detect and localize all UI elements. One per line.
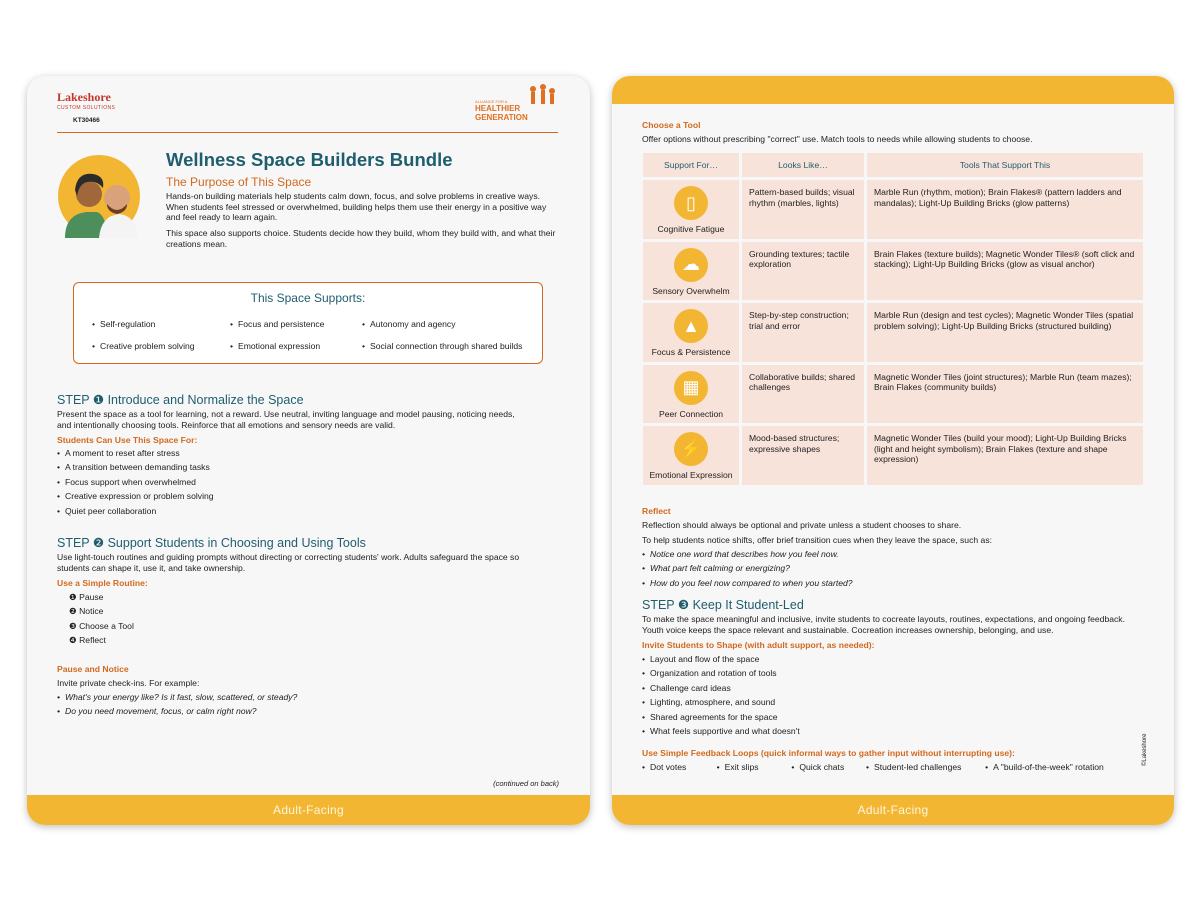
support-item: • Social connection through shared builds bbox=[362, 335, 538, 357]
looks-cell: Pattern-based builds; visual rhythm (marbles, lights) bbox=[742, 180, 864, 239]
supports-col-1 bbox=[92, 313, 212, 357]
table-header: Tools That Support This bbox=[867, 153, 1143, 177]
cloud-icon: ☁ bbox=[674, 248, 708, 282]
mountain-icon: ▲ bbox=[674, 309, 708, 343]
puzzle-icon: ▦ bbox=[674, 371, 708, 405]
choose-text: Offer options without prescribing "correct" use. Match tools to needs while allowing students to choose. bbox=[642, 134, 1033, 144]
support-item: • Emotional expression bbox=[230, 335, 360, 357]
choose-title: Choose a Tool bbox=[642, 120, 701, 130]
tools-cell: Magnetic Wonder Tiles (joint structures); Marble Run (team mazes); Brain Flakes (community builds) bbox=[867, 365, 1143, 424]
support-item: • Autonomy and agency bbox=[362, 313, 538, 335]
list-item: • How do you feel now compared to when you started? bbox=[642, 576, 1042, 590]
step3-title: STEP ❸ Keep It Student-Led bbox=[642, 598, 804, 612]
pause-list bbox=[57, 690, 457, 719]
list-item: • Quiet peer collaboration bbox=[57, 504, 357, 518]
table-header: Looks Like… bbox=[742, 153, 864, 177]
feedback-title: Use Simple Feedback Loops (quick informal ways to gather input without interrupting use): bbox=[642, 748, 1015, 758]
list-item: • A transition between demanding tasks bbox=[57, 460, 357, 474]
battery-icon: ▯ bbox=[674, 186, 708, 220]
routine-title: Use a Simple Routine: bbox=[57, 578, 148, 588]
feedback-list bbox=[642, 760, 1132, 774]
brand-name: Lakeshore bbox=[57, 90, 111, 104]
support-cell bbox=[643, 242, 739, 301]
healthier-generation-logo bbox=[475, 84, 559, 124]
header-divider bbox=[57, 132, 558, 133]
supports-col-3 bbox=[362, 313, 538, 357]
routine-step: ❶ Pause bbox=[69, 592, 104, 602]
table-row bbox=[643, 303, 1143, 362]
feedback-item: • Exit slips bbox=[717, 760, 792, 774]
list-item: • Creative expression or problem solving bbox=[57, 489, 357, 503]
step2-text: Use light-touch routines and guiding prompts without directing or correcting students' work. Adults safeguard the space so students can shape it, use it, and take ownership. bbox=[57, 552, 520, 573]
tools-cell: Marble Run (rhythm, motion); Brain Flakes® (pattern ladders and mandalas); Light-Up Building Bricks (glow patterns) bbox=[867, 180, 1143, 239]
list-item: • Lighting, atmosphere, and sound bbox=[642, 695, 1042, 709]
list-item: • What's your energy like? Is it fast, slow, scattered, or steady? bbox=[57, 690, 457, 704]
pause-title: Pause and Notice bbox=[57, 664, 129, 674]
step2-title: STEP ❷ Support Students in Choosing and Using Tools bbox=[57, 536, 366, 550]
looks-cell: Collaborative builds; shared challenges bbox=[742, 365, 864, 424]
partner-line2: GENERATION bbox=[475, 113, 528, 122]
copyright-label: ©Lakeshore bbox=[1142, 733, 1148, 766]
supports-title: This Space Supports: bbox=[250, 291, 366, 305]
pause-text: Invite private check-ins. For example: bbox=[57, 678, 200, 688]
feedback-item: • Dot votes bbox=[642, 760, 717, 774]
routine-step: ❸ Choose a Tool bbox=[69, 620, 134, 631]
brand-sub: CUSTOM SOLUTIONS bbox=[57, 105, 116, 111]
reflect-title: Reflect bbox=[642, 506, 671, 516]
invite-list bbox=[642, 652, 1042, 738]
list-item: • Do you need movement, focus, or calm right now? bbox=[57, 704, 457, 718]
list-item: • Notice one word that describes how you feel now. bbox=[642, 547, 1042, 561]
list-item: • A moment to reset after stress bbox=[57, 446, 357, 460]
page-title: Wellness Space Builders Bundle bbox=[166, 149, 453, 170]
list-item: • Focus support when overwhelmed bbox=[57, 475, 357, 489]
tools-cell: Magnetic Wonder Tiles (build your mood); Light-Up Building Bricks (light and height symbolism); Brain Flakes (texture and shape expression) bbox=[867, 426, 1143, 485]
support-label: Emotional Expression bbox=[649, 470, 733, 480]
continued-note: (continued on back) bbox=[493, 779, 559, 788]
routine-list bbox=[69, 590, 134, 648]
list-item: • Layout and flow of the space bbox=[642, 652, 1042, 666]
lakeshore-logo bbox=[57, 90, 115, 124]
looks-cell: Mood-based structures; expressive shapes bbox=[742, 426, 864, 485]
tools-cell: Marble Run (design and test cycles); Magnetic Wonder Tiles (spatial problem solving); Light-Up Building Bricks (structured building) bbox=[867, 303, 1143, 362]
avatar-illustration-icon bbox=[57, 154, 141, 238]
tools-table bbox=[640, 150, 1146, 488]
feedback-item: • A "build-of-the-week" rotation bbox=[985, 760, 1132, 774]
supports-box bbox=[73, 282, 543, 364]
table-row bbox=[643, 365, 1143, 424]
intro-paragraph-1: Hands-on building materials help students calm down, focus, and solve problems in creative ways. When students feel stressed or overwhelmed, building helps them use their energy in a positive way and feel ready to learn again. bbox=[166, 191, 547, 222]
support-cell bbox=[643, 303, 739, 362]
support-cell bbox=[643, 180, 739, 239]
front-page bbox=[27, 76, 590, 825]
top-bar bbox=[612, 76, 1174, 104]
table-row bbox=[643, 180, 1143, 239]
table-header: Support For… bbox=[643, 153, 739, 177]
routine-step: ❷ Notice bbox=[69, 606, 104, 617]
looks-cell: Grounding textures; tactile exploration bbox=[742, 242, 864, 301]
supports-col-2 bbox=[230, 313, 360, 357]
invite-title: Invite Students to Shape (with adult support, as needed): bbox=[642, 640, 875, 650]
reflect-text-1: Reflection should always be optional and private unless a student chooses to share. bbox=[642, 520, 962, 530]
page-subtitle: The Purpose of This Space bbox=[166, 175, 312, 189]
table-row bbox=[643, 426, 1143, 485]
list-item: • What feels supportive and what doesn't bbox=[642, 724, 1042, 738]
step1-text: Present the space as a tool for learning, not a reward. Use neutral, inviting language and model pausing, noticing needs, and intentionally choosing tools. Reinforce that all emotions and sensory needs are valid. bbox=[57, 409, 515, 430]
partner-line1: HEALTHIER bbox=[475, 104, 521, 113]
support-item: • Focus and persistence bbox=[230, 313, 360, 335]
support-cell bbox=[643, 426, 739, 485]
support-label: Peer Connection bbox=[658, 408, 724, 419]
reflect-text-2: To help students notice shifts, offer brief transition cues when they leave the space, such as: bbox=[642, 535, 992, 545]
looks-cell: Step-by-step construction; trial and error bbox=[742, 303, 864, 362]
support-item: • Self-regulation bbox=[92, 313, 212, 335]
step3-text: To make the space meaningful and inclusive, invite students to cocreate layouts, routines, expectations, and ongoing feedback. Youth voice keeps the space relevant and sustainable. Cocreation increases ownership, belonging, and use. bbox=[642, 614, 1125, 635]
step1-title: STEP ❶ Introduce and Normalize the Space bbox=[57, 393, 304, 407]
list-item: • What part felt calming or energizing? bbox=[642, 561, 1042, 575]
step1-list bbox=[57, 446, 357, 518]
lightning-icon: ⚡ bbox=[674, 432, 708, 466]
footer-label: Adult-Facing bbox=[612, 795, 1174, 825]
list-item: • Challenge card ideas bbox=[642, 681, 1042, 695]
support-label: Cognitive Fatigue bbox=[657, 224, 725, 234]
support-cell bbox=[643, 365, 739, 424]
table-header-row bbox=[643, 153, 1143, 177]
reflect-list bbox=[642, 547, 1042, 590]
item-code: KT30466 bbox=[73, 117, 100, 124]
partner-small: ALLIANCE FOR A bbox=[475, 99, 508, 104]
feedback-item: • Quick chats bbox=[791, 760, 866, 774]
people-logo-icon bbox=[525, 84, 559, 112]
routine-step: ❹ Reflect bbox=[69, 635, 106, 646]
list-item: • Shared agreements for the space bbox=[642, 710, 1042, 724]
intro-paragraph-2: This space also supports choice. Students decide how they build, whom they build with, and what their creations mean. bbox=[166, 228, 556, 249]
tools-cell: Brain Flakes (texture builds); Magnetic Wonder Tiles® (soft click and stacking); Light-Up Building Bricks (glow as visual anchor) bbox=[867, 242, 1143, 301]
support-label: Focus & Persistence bbox=[651, 347, 731, 357]
step1-subtitle: Students Can Use This Space For: bbox=[57, 435, 198, 445]
support-label: Sensory Overwhelm bbox=[652, 285, 730, 296]
back-page bbox=[612, 76, 1174, 825]
support-item: • Creative problem solving bbox=[92, 335, 212, 357]
footer-label: Adult-Facing bbox=[27, 795, 590, 825]
feedback-item: • Student-led challenges bbox=[866, 760, 985, 774]
table-row bbox=[643, 242, 1143, 301]
list-item: • Organization and rotation of tools bbox=[642, 666, 1042, 680]
